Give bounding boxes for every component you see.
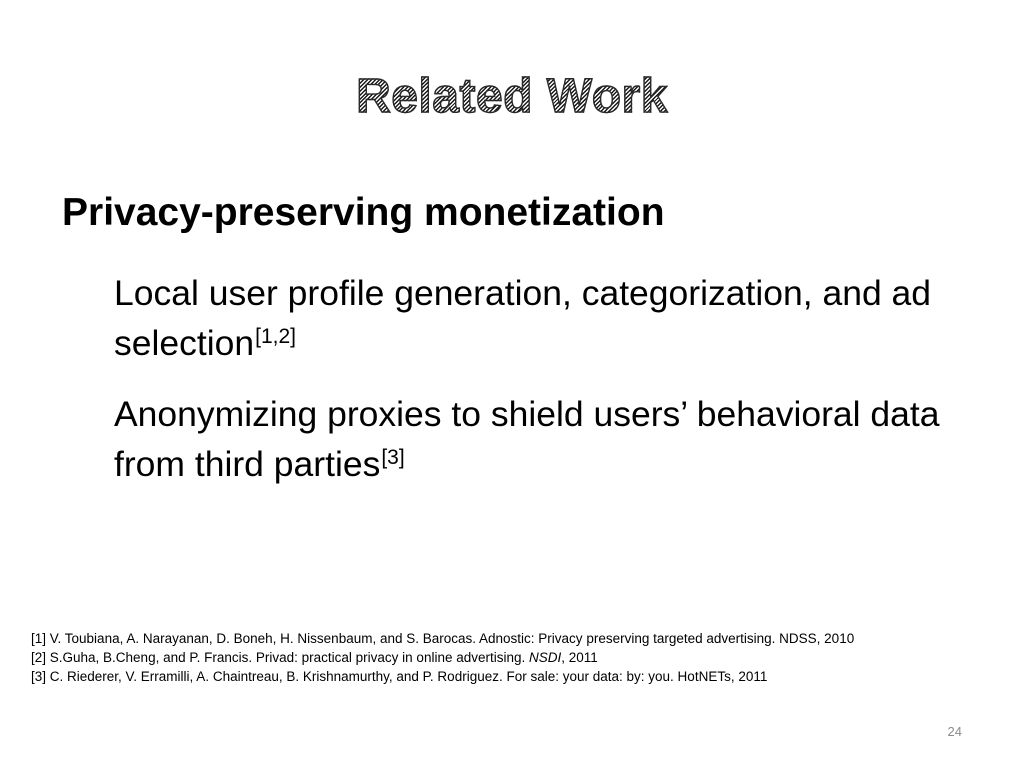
bullet-item bbox=[114, 389, 974, 489]
reference-item: [3] C. Riederer, V. Erramilli, A. Chaintreau, B. Krishnamurthy, and P. Rodriguez. For sale: your data: by: you. HotNETs, 2011 bbox=[31, 669, 768, 684]
slide-title: Related Work bbox=[0, 66, 1024, 128]
bullet-text: Local user profile generation, categorization, and ad selection bbox=[114, 273, 932, 363]
section-heading: Privacy-preserving monetization bbox=[62, 191, 665, 234]
reference-text: [2] S.Guha, B.Cheng, and P. Francis. Privad: practical privacy in online advertising. bbox=[31, 650, 530, 665]
reference-venue: NSDI bbox=[529, 650, 562, 665]
citation-superscript: [1,2] bbox=[255, 325, 296, 348]
references-list bbox=[31, 629, 981, 686]
page-number: 24 bbox=[947, 724, 962, 739]
reference-item: [1] V. Toubiana, A. Narayanan, D. Boneh, H. Nissenbaum, and S. Barocas. Adnostic: Privacy preserving targeted advertising. NDSS, 2010 bbox=[31, 631, 855, 646]
bullet-item bbox=[114, 268, 974, 368]
reference-text: , 2011 bbox=[561, 650, 598, 665]
citation-superscript: [3] bbox=[381, 446, 405, 469]
reference-item bbox=[31, 648, 981, 667]
bullet-text: Anonymizing proxies to shield users’ behavioral data from third parties bbox=[114, 394, 940, 484]
